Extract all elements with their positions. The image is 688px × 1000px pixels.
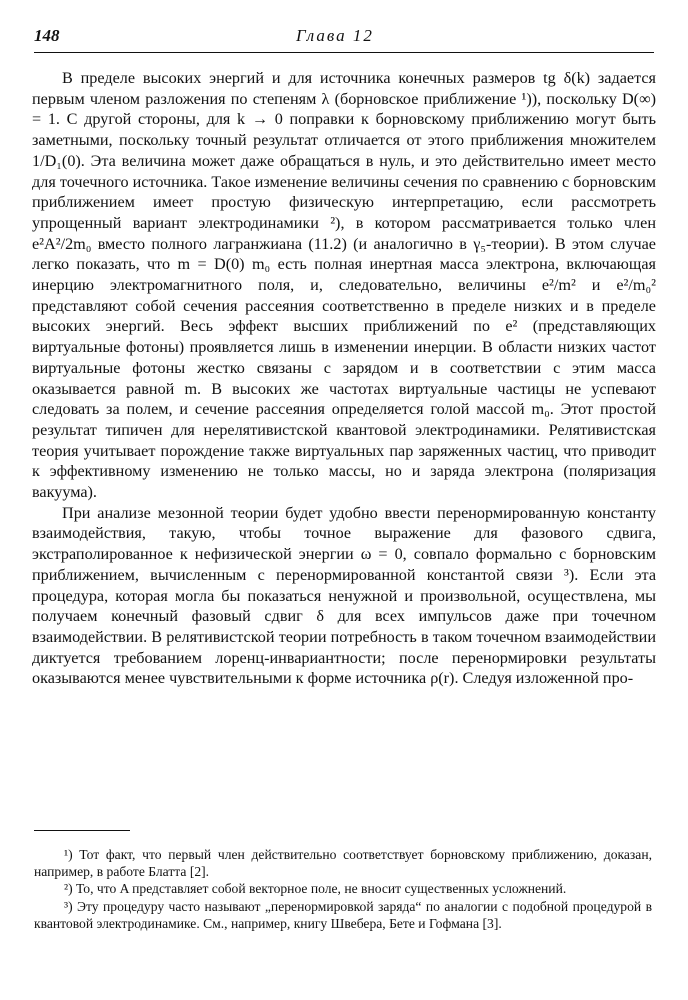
running-head: Глава 12 (296, 26, 374, 45)
paragraph-2: При анализе мезонной теории будет удобно ввести перенормированную константу взаимодействия, такую, чтобы точное выражение для фазового сдвига, экстраполированное к нефизической энергии ω = 0, совпало формально с борновским приближением, вычисленным с перенормированной константой связи ³). Если эта процедура, которая могла бы показаться ненужной и произвольной, осуществлена, мы получаем конечный фазовый сдвиг δ для всех импульсов даже при точечном взаимодействии. В релятивистской теории потребность в таком точечном взаимодействии диктуется требованием лоренц-инвариантности; после перенормировки результаты оказываются менее чувствительными к форме источника ρ(r). Следуя изложенной про- (32, 503, 656, 688)
footnote-2: ²) То, что A представляет собой векторное поле, не вносит существенных усложнений. (64, 881, 567, 897)
page-number: 148 (34, 26, 60, 45)
footnote-rule (34, 830, 130, 831)
body-text (32, 68, 656, 689)
footnote-3: ³) Эту процедуру часто называют „перенормировкой заряда“ по аналогии с подобной процедурой в квантовой электродинамике. См., например, книгу Швебера, Бете и Гофмана [3]. (34, 898, 652, 931)
footnotes (34, 846, 652, 932)
paragraph-1: В пределе высоких энергий и для источника конечных размеров tg δ(k) задается первым членом разложения по степеням λ (борновское приближение ¹)), поскольку D(∞) = 1. С другой стороны, для k → 0 поправки к борновскому приближению могут быть заметными, поскольку точный результат отличается от этого приближения множителем 1/D₁(0). Эта величина может даже обращаться в нуль, и это действительно имеет место для точечного источника. Такое изменение величины сечения по сравнению с борновским приближением имеет простую физическую интерпретацию, если рассмотреть упрощенный вариант электродинамики ²), в котором рассматривается только член e²A²/2m₀ вместо полного лагранжиана (11.2) (и аналогично в γ₅-теории). В этом случае легко показать, что m = D(0) m₀ есть полная инертная масса электрона, включающая инерцию электромагнитного поля, и, следовательно, величины e²/m² и e²/m₀² представляют собой сечения рассеяния соответственно в пределе низких и в пределе высоких энергий. Весь эффект высших приближений по e² (представляющих виртуальные фотоны) проявляется лишь в изменении инерции. В области низких частот виртуальные фотоны жестко связаны с зарядом и в соответствии с этим масса оказывается равной m. В высоких же частотах виртуальные частицы не успевают следовать за полем, и сечение рассеяния определяется голой массой m₀. Этот простой результат типичен для нерелятивистской квантовой электродинамики. Релятивистская теория учитывает порождение также виртуальных пар заряженных частиц, что приводит к эффективному изменению не только массы, но и заряда электрона (поляризация вакуума). (32, 69, 656, 502)
footnote-1: ¹) Тот факт, что первый член действительно соответствует борновскому приближению, доказан, например, в работе Блатта [2]. (34, 847, 652, 880)
header-rule (34, 52, 654, 53)
page-header (34, 26, 654, 50)
